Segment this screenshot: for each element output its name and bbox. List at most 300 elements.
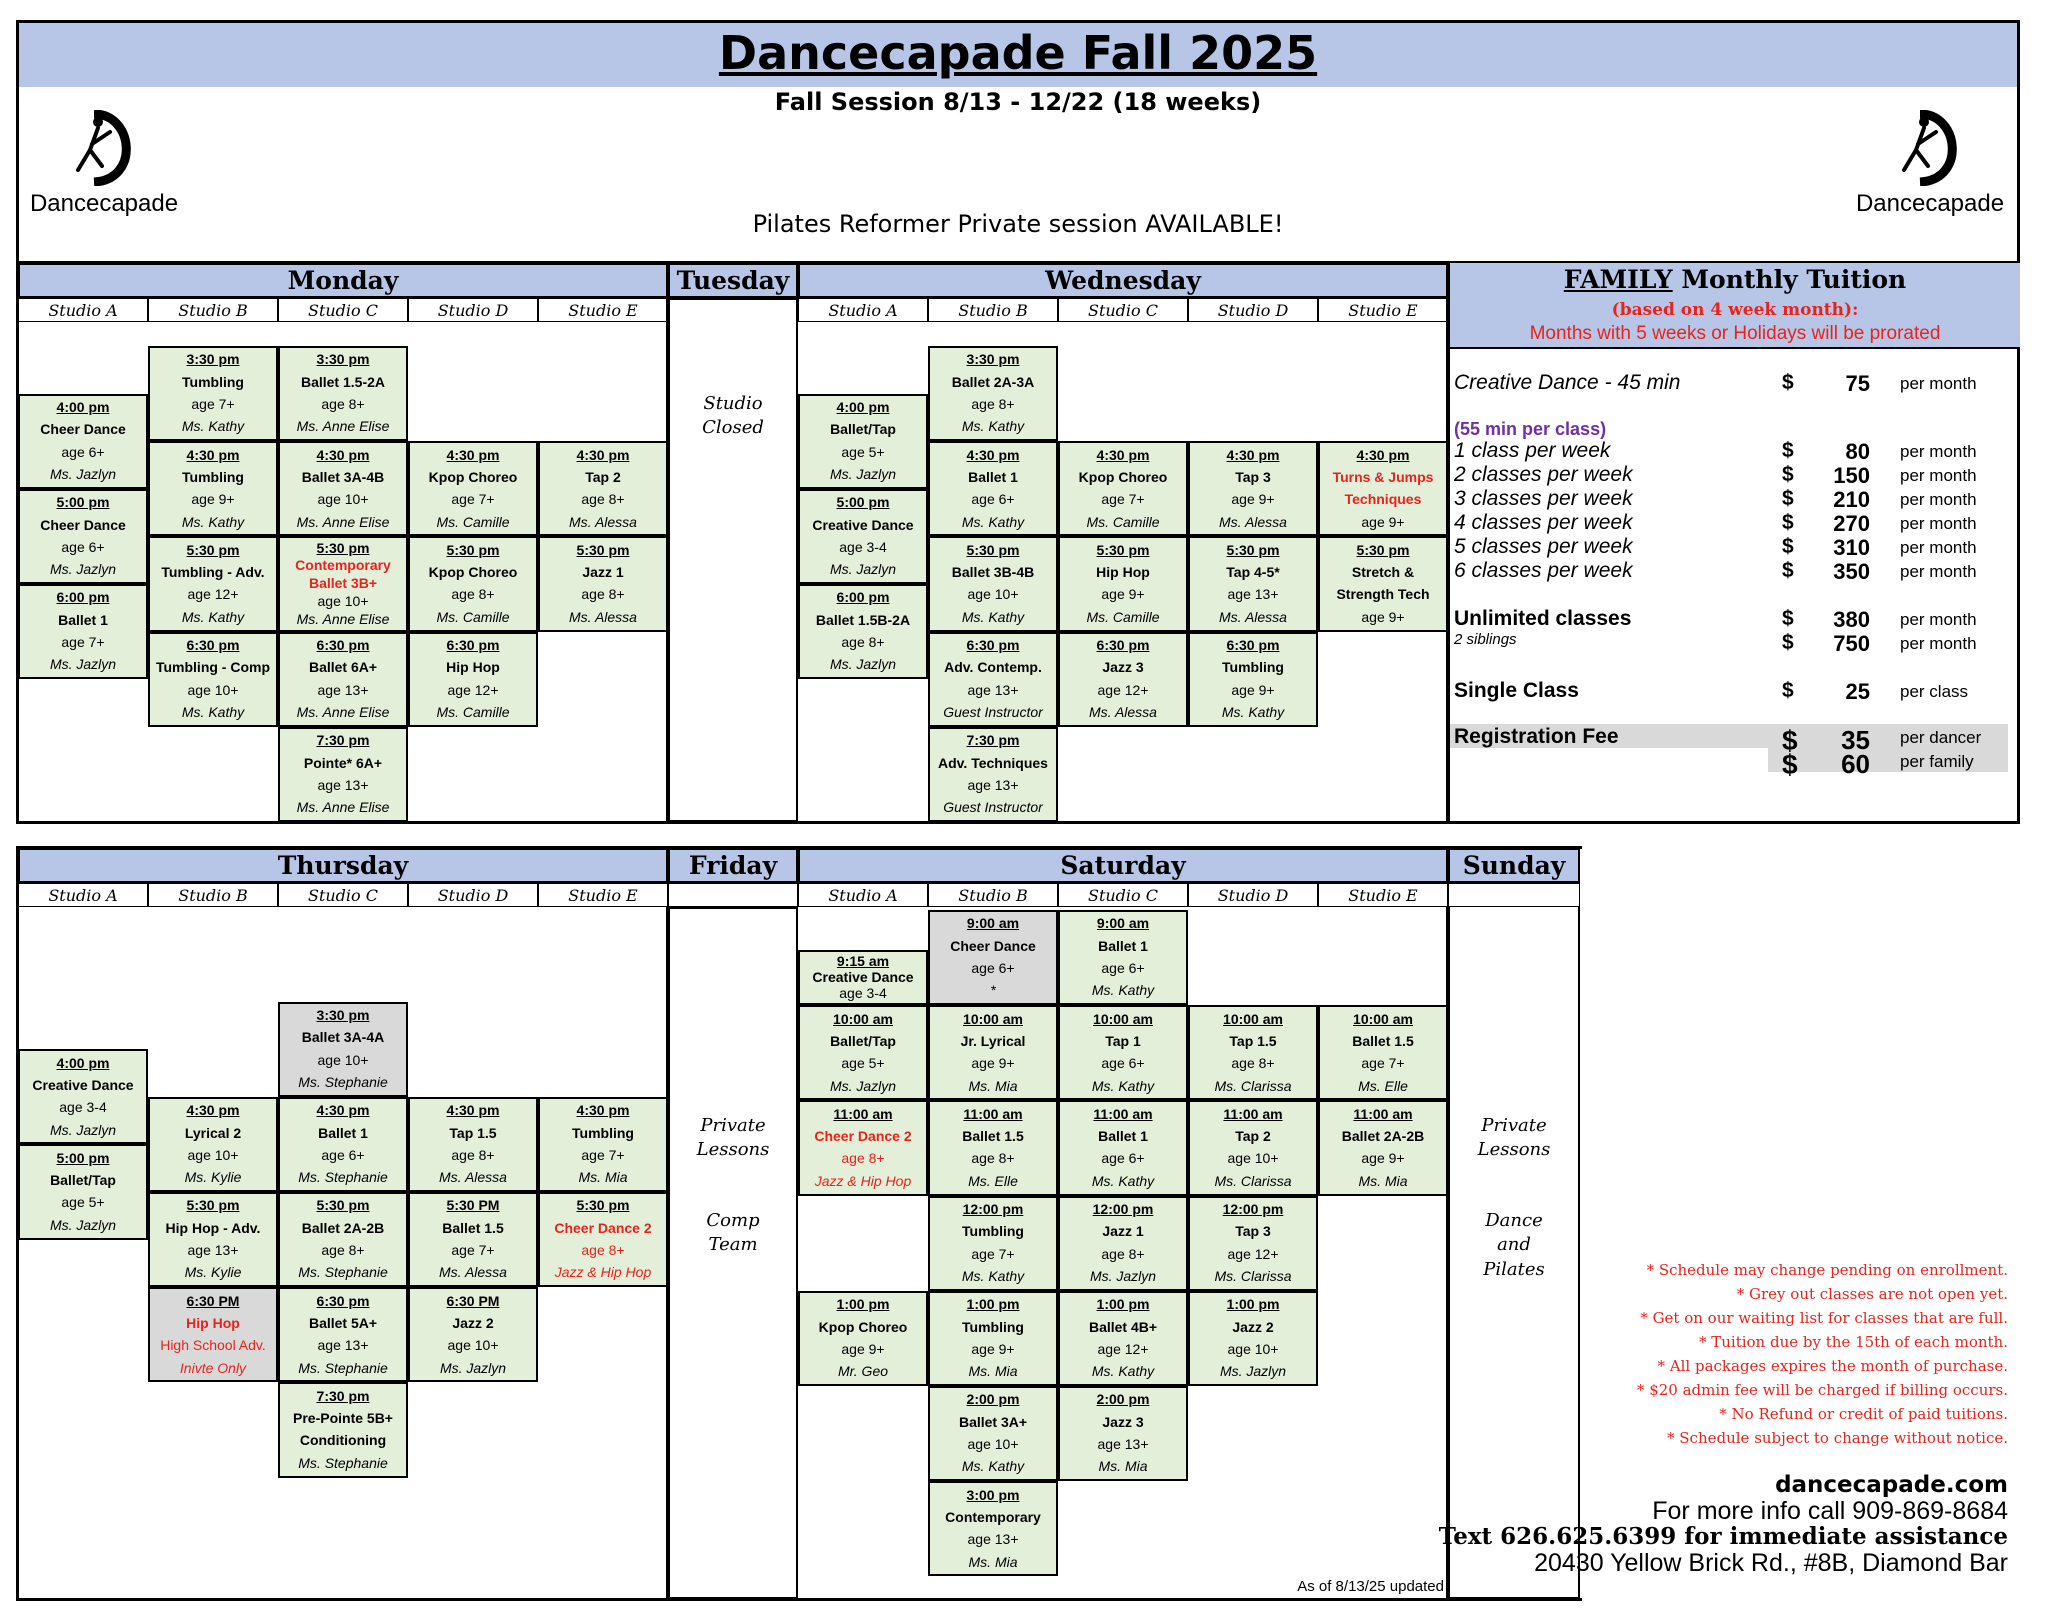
class-age: age 12+	[1227, 1246, 1279, 1262]
class-cell[interactable]	[798, 1100, 928, 1195]
class-teacher: Ms. Stephanie	[298, 1074, 388, 1090]
day-header-monday: Monday	[18, 263, 668, 298]
class-cell[interactable]	[1318, 1100, 1448, 1195]
studio-header: Studio C	[278, 298, 408, 322]
class-cell[interactable]	[1058, 441, 1188, 536]
dancer-logo-icon	[1890, 110, 1970, 186]
class-cell[interactable]	[408, 1287, 538, 1382]
class-teacher: Mr. Geo	[837, 1364, 889, 1380]
class-teacher: Ms. Kathy	[961, 419, 1025, 435]
class-cell[interactable]	[148, 1287, 278, 1382]
class-cell[interactable]	[278, 536, 408, 631]
class-cell[interactable]	[928, 1386, 1058, 1481]
class-name: Hip Hop	[446, 660, 500, 676]
class-age: age 10+	[317, 492, 369, 508]
class-cell[interactable]	[148, 1097, 278, 1192]
class-cell[interactable]	[1188, 632, 1318, 727]
class-name: Kpop Choreo	[818, 1319, 908, 1335]
class-teacher: Ms. Jazlyn	[829, 1078, 897, 1094]
class-age: age 8+	[581, 492, 625, 508]
class-name: Cheer Dance 2	[814, 1129, 912, 1145]
class-teacher: Ms. Mia	[968, 1364, 1018, 1380]
class-name: Tap 3	[1235, 1224, 1271, 1240]
class-age: age 6+	[1101, 1151, 1145, 1167]
class-cell[interactable]	[928, 727, 1058, 822]
class-name: Tumbling	[962, 1224, 1024, 1240]
class-cell[interactable]	[278, 441, 408, 536]
class-teacher: Ms. Kylie	[184, 1170, 242, 1186]
class-age: age 13+	[1227, 587, 1279, 603]
class-cell[interactable]	[1318, 1005, 1448, 1100]
class-age: age 5+	[61, 1195, 105, 1211]
dollar-sign: $	[1782, 559, 1794, 582]
class-teacher: Ms. Anne Elise	[296, 419, 390, 435]
class-teacher: Ms. Alessa	[569, 514, 637, 530]
class-age: age 3-4	[59, 1100, 107, 1116]
class-teacher: Ms. Alessa	[1089, 704, 1157, 720]
class-teacher: Ms. Jazlyn	[829, 657, 897, 673]
class-name2: Conditioning	[299, 1433, 387, 1449]
class-teacher: Ms. Kathy	[1091, 1364, 1155, 1380]
pilates-announcement: Pilates Reformer Private session AVAILABLE!	[752, 210, 1284, 238]
class-cell[interactable]	[408, 441, 538, 536]
class-age: age 13+	[967, 777, 1019, 793]
class-time: 5:30 PM	[446, 1198, 500, 1214]
studio-header: Studio D	[1188, 883, 1318, 907]
class-cell[interactable]	[278, 1382, 408, 1477]
tuition-amount: 80	[1845, 439, 1870, 464]
class-cell[interactable]	[278, 727, 408, 822]
class-cell[interactable]	[1058, 632, 1188, 727]
sunday-studio-blank	[1448, 883, 1580, 907]
class-time: 5:30 pm	[186, 1198, 240, 1214]
tuesday-column	[668, 298, 798, 822]
class-age: age 7+	[191, 397, 235, 413]
phone-call: For more info call 909-869-8684	[1652, 1497, 2008, 1525]
class-time: 5:30 pm	[1096, 542, 1150, 558]
class-teacher: Ms. Jazlyn	[49, 466, 117, 482]
class-cell[interactable]	[538, 441, 668, 536]
class-name: Tumbling	[182, 374, 244, 390]
class-cell[interactable]	[18, 584, 148, 679]
class-age: age 7+	[1101, 492, 1145, 508]
class-name: Ballet 1.5	[962, 1129, 1024, 1145]
class-age: age 8+	[451, 587, 495, 603]
class-name: Ballet/Tap	[830, 422, 896, 438]
class-teacher: Ms. Stephanie	[298, 1455, 388, 1471]
class-name: Pointe* 6A+	[303, 755, 383, 771]
class-age: age 9+	[1101, 587, 1145, 603]
footnote: * Get on our waiting list for classes that are full.	[1640, 1309, 2008, 1327]
class-cell[interactable]	[928, 441, 1058, 536]
class-name: Ballet 1.5-2A	[300, 374, 386, 390]
class-cell[interactable]	[1318, 536, 1448, 631]
class-name: Ballet 3A+	[958, 1414, 1028, 1430]
class-cell[interactable]	[408, 1097, 538, 1192]
session-dates: Fall Session 8/13 - 12/22 (18 weeks)	[774, 88, 1262, 116]
class-age: age 10+	[967, 1437, 1019, 1453]
class-time: 1:00 pm	[836, 1297, 890, 1313]
class-teacher: Ms. Camille	[1086, 514, 1160, 530]
class-cell[interactable]	[18, 489, 148, 584]
class-teacher: Ms. Alessa	[439, 1265, 507, 1281]
class-age: age 8+	[1101, 1246, 1145, 1262]
class-teacher: Ms. Kathy	[1091, 1078, 1155, 1094]
class-time: 5:00 pm	[56, 495, 110, 511]
class-name: Ballet 1.5	[442, 1220, 504, 1236]
tuition-prorated-note: Months with 5 weeks or Holidays will be prorated	[1529, 323, 1941, 344]
class-cell[interactable]	[148, 632, 278, 727]
class-name: Contemporary	[295, 558, 391, 574]
tuition-unit: per month	[1900, 514, 1977, 533]
studio-header: Studio A	[798, 298, 928, 322]
tuesday-closed-note	[668, 392, 798, 441]
class-age: age 8+	[581, 587, 625, 603]
tuition-unit: per family	[1900, 752, 1974, 771]
footnotes	[1590, 1258, 2008, 1450]
tuition-unit: per month	[1900, 466, 1977, 485]
class-cell[interactable]	[278, 1002, 408, 1097]
class-cell[interactable]	[928, 1196, 1058, 1291]
class-cell[interactable]	[1188, 1005, 1318, 1100]
class-cell[interactable]	[1058, 536, 1188, 631]
class-teacher: Guest Instructor	[943, 800, 1043, 816]
class-age: age 9+	[1231, 492, 1275, 508]
class-cell[interactable]	[538, 536, 668, 631]
class-teacher: Ms. Mia	[968, 1078, 1018, 1094]
class-cell[interactable]	[278, 1287, 408, 1382]
class-cell[interactable]	[798, 950, 928, 1005]
tuition-unit: per dancer	[1900, 728, 1982, 747]
class-cell[interactable]	[928, 1005, 1058, 1100]
class-name: Ballet 1.5B-2A	[815, 612, 911, 628]
class-age: age 8+	[971, 397, 1015, 413]
class-cell[interactable]	[798, 394, 928, 489]
class-teacher: Ms. Jazlyn	[49, 1122, 117, 1138]
class-name: Ballet 6A+	[308, 660, 378, 676]
class-cell[interactable]	[1058, 1005, 1188, 1100]
class-age: age 5+	[841, 444, 885, 460]
tuition-unit: per class	[1900, 682, 1969, 701]
class-cell[interactable]	[538, 1192, 668, 1287]
class-name: Tumbling	[1222, 660, 1284, 676]
class-time: 5:00 pm	[836, 495, 890, 511]
class-time: 5:30 pm	[186, 542, 240, 558]
class-name: Tumbling - Adv.	[161, 565, 265, 581]
class-cell[interactable]	[18, 1049, 148, 1144]
class-time: 4:30 pm	[1356, 447, 1410, 463]
per-class-note: (55 min per class)	[1454, 419, 1607, 439]
class-cell[interactable]	[18, 1144, 148, 1239]
class-age: age 13+	[317, 1338, 369, 1354]
class-time: 9:00 am	[966, 916, 1020, 932]
class-teacher: Ms. Mia	[968, 1554, 1018, 1570]
class-age: age 13+	[317, 777, 369, 793]
class-time: 3:30 pm	[186, 352, 240, 368]
tuition-label: 4 classes per week	[1454, 511, 1633, 534]
logo-left	[24, 110, 184, 220]
class-time: 9:15 am	[836, 953, 890, 969]
class-age: age 6+	[971, 492, 1015, 508]
dollar-sign: $	[1782, 439, 1794, 462]
tuition-unit: per month	[1900, 562, 1977, 581]
class-name: Pre-Pointe 5B+	[293, 1411, 393, 1427]
class-cell[interactable]	[408, 1192, 538, 1287]
class-teacher: Ms. Alessa	[1219, 514, 1287, 530]
class-name: Jr. Lyrical	[960, 1033, 1026, 1049]
footnote: * $20 admin fee will be charged if billing occurs.	[1636, 1381, 2008, 1399]
class-name: Creative Dance	[32, 1077, 134, 1093]
tuition-label: 3 classes per week	[1454, 487, 1633, 510]
class-name: Ballet 1	[318, 1125, 368, 1141]
class-cell[interactable]	[538, 1097, 668, 1192]
class-time: 11:00 am	[1223, 1106, 1283, 1122]
class-name: Tumbling - Comp	[155, 660, 271, 676]
studio-header: Studio B	[928, 298, 1058, 322]
class-time: 2:00 pm	[1096, 1392, 1150, 1408]
tuition-amount: 60	[1841, 749, 1870, 779]
class-time: 5:30 pm	[576, 1198, 630, 1214]
class-name: Tap 1	[1105, 1033, 1141, 1049]
class-time: 5:30 pm	[446, 542, 500, 558]
class-name: Tumbling	[182, 469, 244, 485]
tuition-label: Registration Fee	[1454, 725, 1619, 748]
class-cell[interactable]	[18, 394, 148, 489]
class-teacher: Ms. Kathy	[961, 514, 1025, 530]
class-cell[interactable]	[1188, 536, 1318, 631]
class-cell[interactable]	[798, 489, 928, 584]
website-link[interactable]: dancecapade.com	[1775, 1472, 2008, 1498]
class-cell[interactable]	[928, 910, 1058, 1005]
footnote: * Schedule subject to change without notice.	[1667, 1429, 2008, 1447]
class-teacher: Ms. Jazlyn	[829, 466, 897, 482]
class-time: 4:30 pm	[576, 447, 630, 463]
class-teacher: Ms. Kylie	[184, 1265, 242, 1281]
class-age: age 13+	[967, 682, 1019, 698]
class-name2: Ballet 3B+	[308, 576, 378, 592]
class-age: age 5+	[841, 1056, 885, 1072]
note-line: and	[1497, 1234, 1531, 1256]
class-teacher: Ms. Kathy	[1091, 1173, 1155, 1189]
tuition-basis: (based on 4 week month):	[1611, 300, 1859, 320]
class-cell[interactable]	[1188, 1291, 1318, 1386]
tuition-amount: 35	[1841, 725, 1870, 755]
class-age: age 12+	[1097, 1341, 1149, 1357]
class-time: 1:00 pm	[1096, 1297, 1150, 1313]
dollar-sign: $	[1782, 679, 1794, 702]
class-age: age 9+	[1231, 682, 1275, 698]
class-cell[interactable]	[928, 346, 1058, 441]
class-teacher: Ms. Jazlyn	[439, 1360, 507, 1376]
class-cell[interactable]	[408, 632, 538, 727]
class-age: age 10+	[447, 1338, 499, 1354]
class-cell[interactable]	[1058, 1100, 1188, 1195]
class-time: 10:00 am	[833, 1011, 893, 1027]
dollar-sign: $	[1782, 631, 1794, 654]
day-header-thursday: Thursday	[18, 848, 668, 883]
class-name: Jazz 1	[1102, 1224, 1144, 1240]
studio-header: Studio A	[18, 298, 148, 322]
note-line: Lessons	[696, 1139, 770, 1161]
class-teacher: Ms. Camille	[1086, 609, 1160, 625]
class-teacher: Ms. Kathy	[1221, 704, 1285, 720]
class-name: Stretch &	[1351, 565, 1415, 581]
class-name2: Strength Tech	[1336, 587, 1430, 603]
studio-header: Studio B	[148, 298, 278, 322]
studio-header: Studio E	[538, 883, 668, 907]
class-age: age 6+	[61, 444, 105, 460]
class-name: Ballet 2A-2B	[301, 1220, 385, 1236]
tuition-amount: 270	[1833, 511, 1870, 536]
studio-header: Studio D	[1188, 298, 1318, 322]
class-name: Ballet 1	[1098, 1129, 1148, 1145]
tuition-label: 6 classes per week	[1454, 559, 1633, 582]
class-teacher: Ms. Kathy	[961, 609, 1025, 625]
tuition-label: 1 class per week	[1454, 439, 1611, 462]
class-teacher: Ms. Alessa	[1219, 609, 1287, 625]
class-cell[interactable]	[798, 1005, 928, 1100]
class-time: 9:00 am	[1096, 916, 1150, 932]
class-teacher: Ms. Anne Elise	[296, 514, 390, 530]
class-name: Creative Dance	[812, 970, 914, 986]
studio-header: Studio E	[1318, 298, 1448, 322]
class-time: 7:30 pm	[966, 733, 1020, 749]
class-name: Tap 3	[1235, 469, 1271, 485]
day-header-sunday: Sunday	[1448, 848, 1580, 883]
class-cell[interactable]	[798, 584, 928, 679]
class-teacher: Ms. Mia	[1098, 1459, 1148, 1475]
class-cell[interactable]	[928, 1291, 1058, 1386]
class-age: age 10+	[317, 1052, 369, 1068]
class-age: age 7+	[581, 1147, 625, 1163]
class-cell[interactable]	[408, 536, 538, 631]
class-time: 6:30 pm	[446, 638, 500, 654]
class-name: Ballet 3A-4B	[301, 469, 385, 485]
class-age: age 13+	[1097, 1437, 1149, 1453]
class-name: Kpop Choreo	[1078, 469, 1168, 485]
class-teacher: Guest Instructor	[943, 704, 1043, 720]
class-teacher: *	[990, 983, 996, 999]
class-cell[interactable]	[148, 346, 278, 441]
class-cell[interactable]	[928, 1100, 1058, 1195]
class-name: Ballet 1	[58, 612, 108, 628]
class-cell[interactable]	[1318, 441, 1448, 536]
class-age: age 6+	[1101, 961, 1145, 977]
class-teacher: Ms. Mia	[1358, 1173, 1408, 1189]
class-time: 12:00 pm	[1222, 1202, 1284, 1218]
tuition-label: 5 classes per week	[1454, 535, 1633, 558]
class-cell[interactable]	[1058, 910, 1188, 1005]
class-cell[interactable]	[798, 1291, 928, 1386]
class-time: 4:30 pm	[966, 447, 1020, 463]
class-time: 4:30 pm	[576, 1103, 630, 1119]
class-age: age 7+	[451, 1243, 495, 1259]
class-teacher: Ms. Anne Elise	[296, 800, 390, 816]
class-age: age 10+	[1227, 1151, 1279, 1167]
class-name: Cheer Dance 2	[554, 1220, 652, 1236]
sunday-dance-pilates	[1448, 1209, 1580, 1282]
class-cell[interactable]	[278, 1192, 408, 1287]
class-teacher: Jazz & Hip Hop	[554, 1265, 652, 1281]
class-teacher: Ms. Jazlyn	[49, 657, 117, 673]
footnote: * Schedule may change pending on enrollment.	[1646, 1261, 2008, 1279]
class-cell[interactable]	[928, 1481, 1058, 1576]
class-cell[interactable]	[928, 632, 1058, 727]
class-age: age 10+	[187, 682, 239, 698]
day-header-friday: Friday	[668, 848, 798, 883]
class-cell[interactable]	[278, 632, 408, 727]
class-teacher: Ms. Jazlyn	[1089, 1268, 1157, 1284]
tuition-amount: 380	[1833, 607, 1870, 632]
class-time: 10:00 am	[1353, 1011, 1413, 1027]
class-teacher: Ms. Clarissa	[1214, 1078, 1292, 1094]
class-cell[interactable]	[1058, 1196, 1188, 1291]
class-time: 3:30 pm	[316, 352, 370, 368]
logo-text: Dancecapade	[29, 190, 179, 217]
class-cell[interactable]	[148, 441, 278, 536]
class-cell[interactable]	[1058, 1291, 1188, 1386]
class-cell[interactable]	[278, 1097, 408, 1192]
class-cell[interactable]	[1188, 1100, 1318, 1195]
note-line: Lessons	[1477, 1139, 1551, 1161]
note-line: Dance	[1485, 1210, 1543, 1231]
class-age: age 13+	[317, 682, 369, 698]
class-age: age 8+	[321, 1243, 365, 1259]
tuition-amount: 750	[1833, 631, 1870, 656]
class-cell[interactable]	[1188, 1196, 1318, 1291]
class-age: age 9+	[1361, 609, 1405, 625]
class-cell[interactable]	[278, 346, 408, 441]
address: 20430 Yellow Brick Rd., #8B, Diamond Bar	[1534, 1549, 2008, 1577]
class-cell[interactable]	[928, 536, 1058, 631]
class-age: age 9+	[1361, 514, 1405, 530]
class-age: age 7+	[61, 635, 105, 651]
class-name: Hip Hop - Adv.	[165, 1220, 261, 1236]
studio-header: Studio E	[538, 298, 668, 322]
class-time: 6:30 pm	[316, 1293, 370, 1309]
class-name: Hip Hop	[1096, 565, 1150, 581]
class-cell[interactable]	[1058, 1386, 1188, 1481]
class-cell[interactable]	[148, 1192, 278, 1287]
contact-block	[1400, 1472, 2008, 1576]
class-time: 11:00 am	[833, 1106, 893, 1122]
class-name: Cheer Dance	[40, 422, 126, 438]
dollar-sign: $	[1782, 607, 1794, 630]
class-name: Tap 2	[1235, 1129, 1271, 1145]
class-time: 5:30 pm	[966, 542, 1020, 558]
class-name: Ballet/Tap	[830, 1033, 896, 1049]
class-teacher: Ms. Anne Elise	[296, 611, 390, 627]
class-teacher: Ms. Kathy	[961, 1268, 1025, 1284]
class-age: age 7+	[971, 1246, 1015, 1262]
tuition-amount: 310	[1833, 535, 1870, 560]
class-age: age 6+	[321, 1147, 365, 1163]
note-line: Team	[708, 1234, 758, 1256]
class-cell[interactable]	[148, 536, 278, 631]
class-name: Lyrical 2	[184, 1125, 242, 1141]
class-time: 4:30 pm	[186, 447, 240, 463]
class-time: 4:30 pm	[316, 447, 370, 463]
class-time: 6:30 pm	[1226, 638, 1280, 654]
tuition-label: 2 siblings	[1454, 631, 1517, 648]
tuition-title-family: FAMILY	[1563, 265, 1673, 294]
class-name: Kpop Choreo	[428, 565, 518, 581]
class-cell[interactable]	[1188, 441, 1318, 536]
class-age: age 8+	[841, 635, 885, 651]
class-teacher: Ms. Kathy	[1091, 983, 1155, 999]
dollar-sign: $	[1782, 535, 1794, 558]
studio-header: Studio A	[798, 883, 928, 907]
